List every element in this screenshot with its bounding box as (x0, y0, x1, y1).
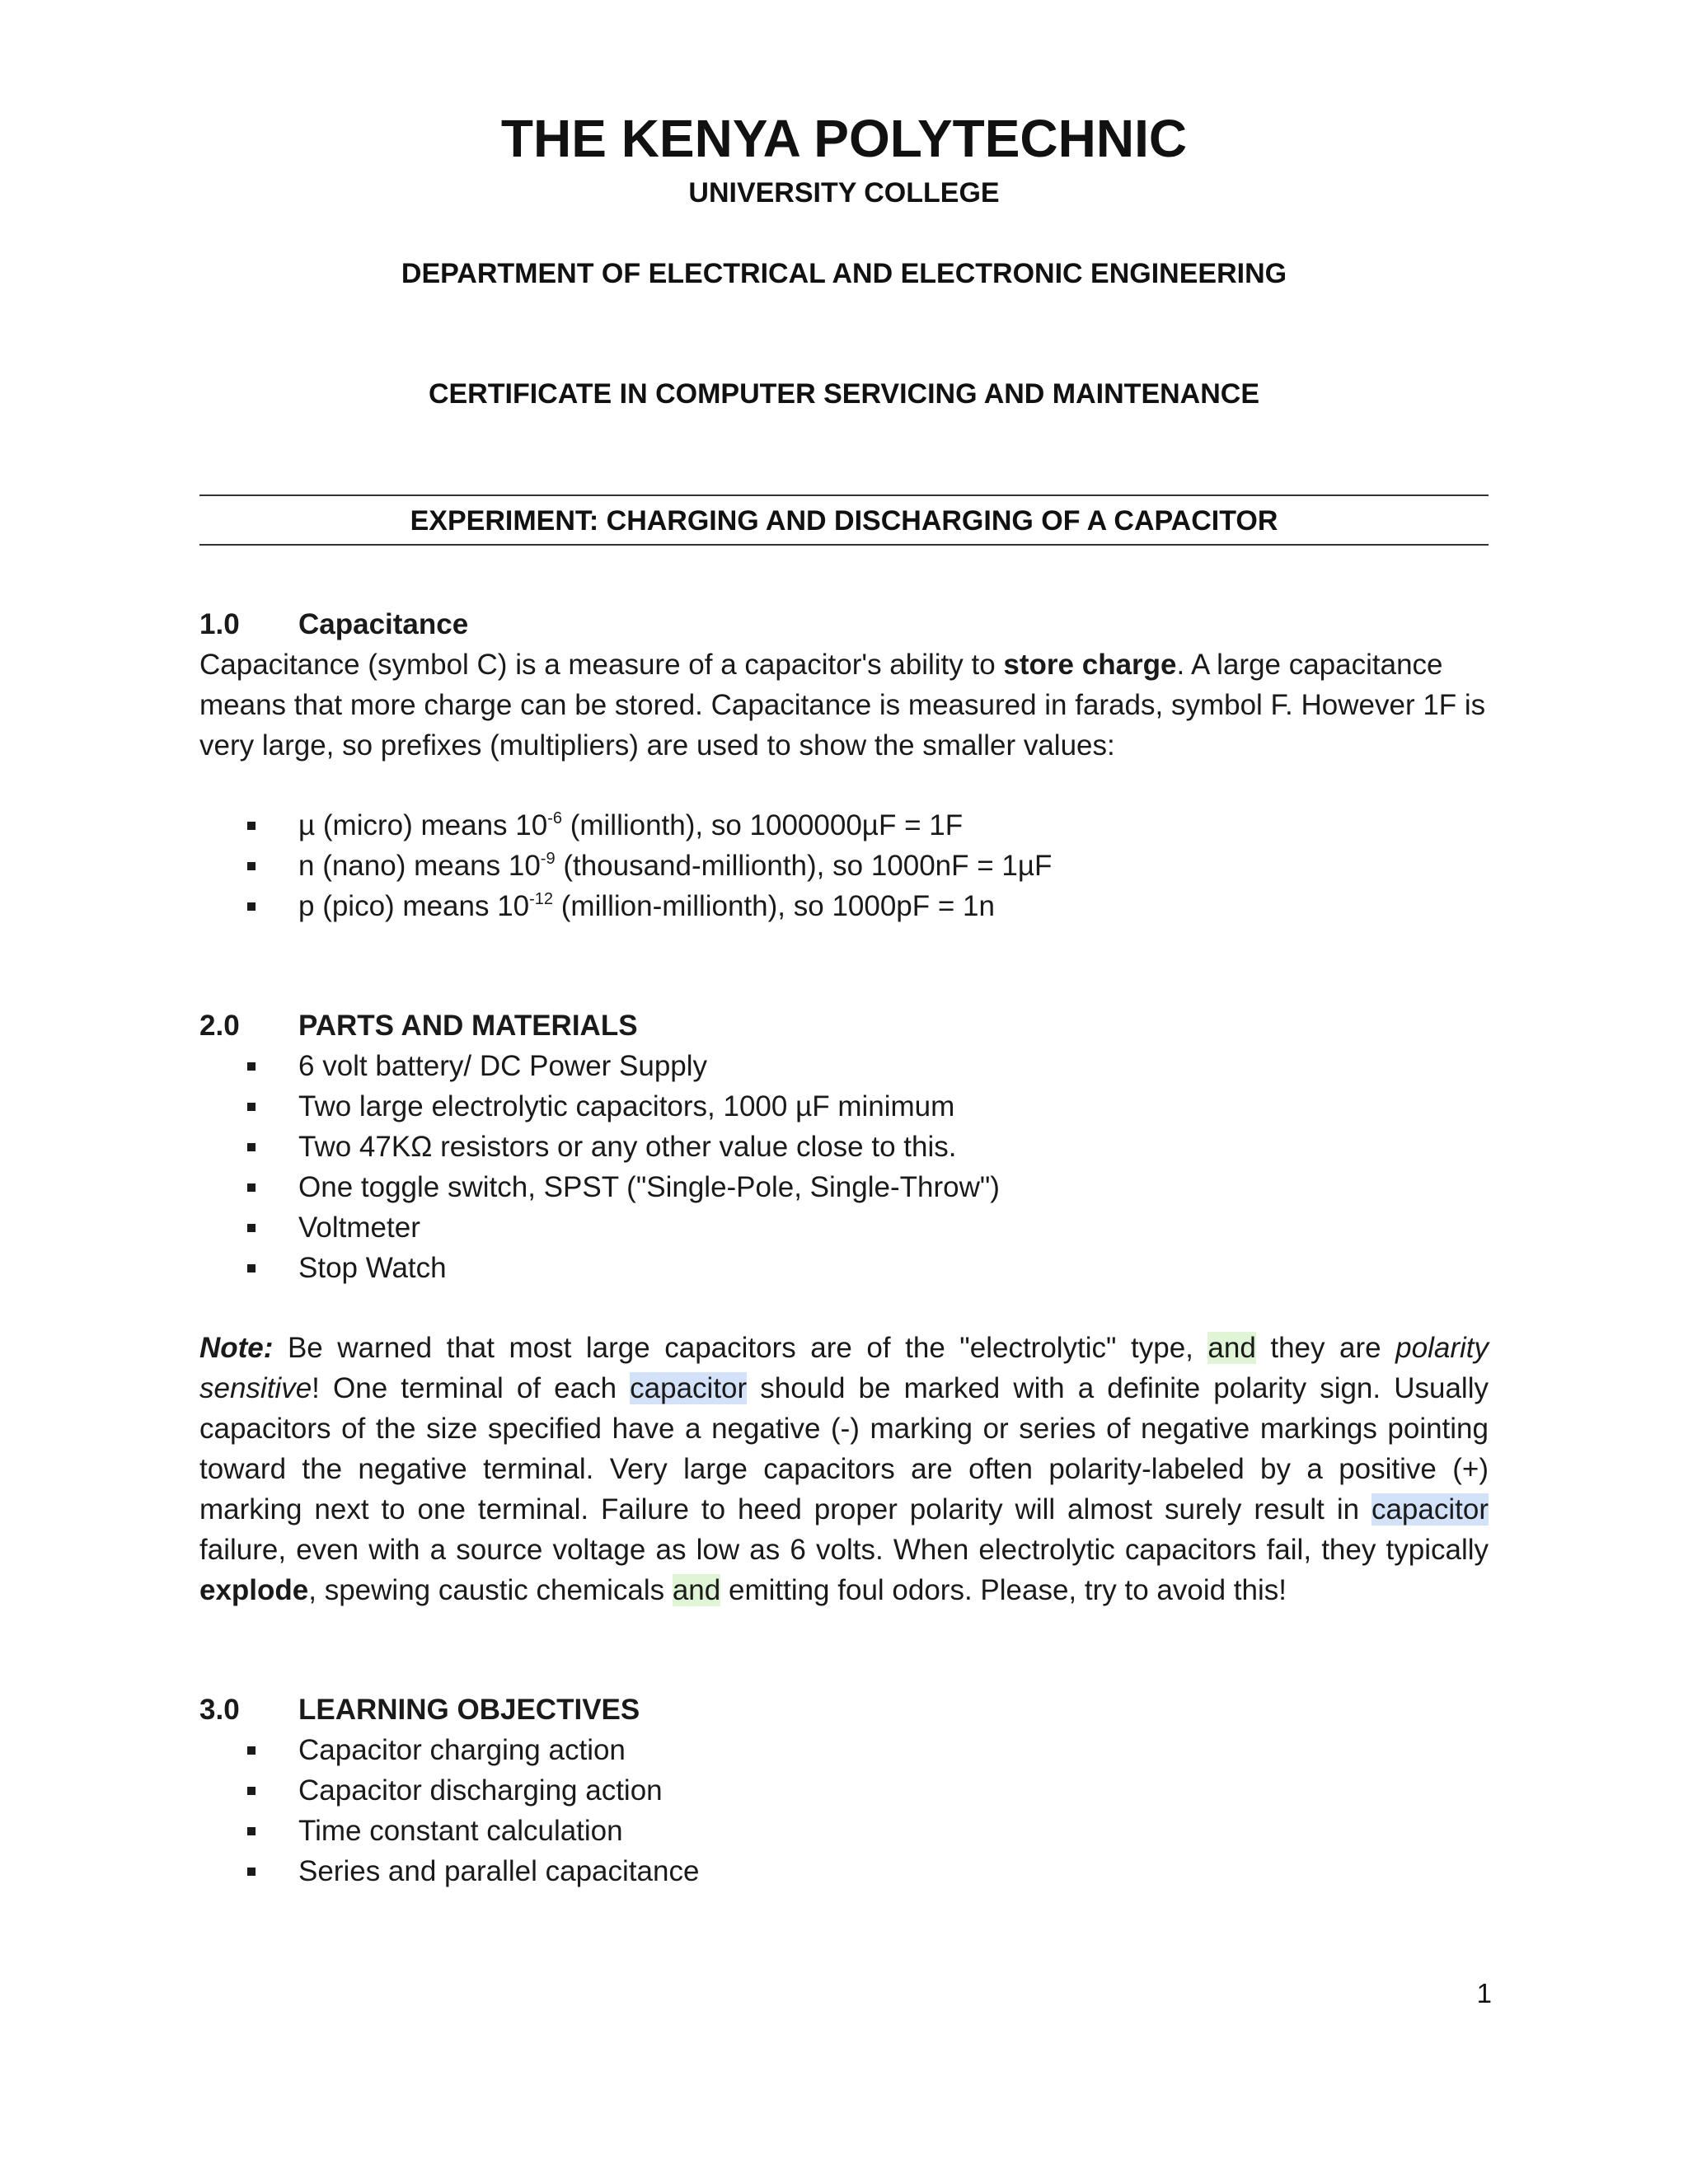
bullet-icon (247, 1868, 256, 1876)
list-item-text: One toggle switch, SPST ("Single-Pole, Single-Throw") (298, 1171, 1000, 1203)
institution-title: THE KENYA POLYTECHNIC (500, 109, 1188, 168)
prefix-list (247, 805, 1052, 926)
store-charge-bold: store charge (1003, 649, 1177, 681)
list-item (247, 1811, 699, 1851)
prefix-text: (millionth), so 1000000µF = 1F (561, 809, 964, 841)
list-item (247, 1127, 1000, 1167)
note-text: emitting foul odors. Please, try to avoid this! (720, 1574, 1287, 1606)
highlight-and: and (1207, 1332, 1256, 1364)
prefix-text: µ (micro) means 10 (298, 809, 548, 841)
section-2-title: PARTS AND MATERIALS (298, 1010, 638, 1042)
capacitance-text-1: Capacitance (symbol C) is a measure of a capacitor's ability to (199, 649, 1004, 681)
prefix-exponent: -12 (529, 890, 554, 908)
experiment-title-box (199, 494, 1489, 546)
college-subtitle: UNIVERSITY COLLEGE (688, 177, 1000, 209)
bullet-icon (247, 1103, 256, 1111)
bullet-icon (247, 1224, 256, 1232)
prefix-text: p (pico) means 10 (298, 890, 530, 922)
list-item (247, 1207, 1000, 1248)
section-2-number: 2.0 (199, 1010, 240, 1042)
section-3-number: 3.0 (199, 1694, 240, 1726)
highlight-capacitor: capacitor (1371, 1493, 1489, 1526)
course-heading: CERTIFICATE IN COMPUTER SERVICING AND MAINTENANCE (428, 378, 1260, 410)
note-label: Note: (199, 1332, 274, 1364)
list-item-text: Capacitor charging action (298, 1734, 626, 1766)
note-text: should be marked with a definite polarity sign. Usually capacitors of the size specified have a negative (-) marking or series of negative markings pointing toward the negative terminal. Very large capacitors are often polarity-labeled by a positive (+) marking next to one terminal. Failure to heed proper polarity will almost surely result in (199, 1372, 1489, 1526)
note-paragraph (199, 1328, 1489, 1610)
polarity-sensitive-italic: polarity sensitive (199, 1332, 1489, 1404)
list-item-text: Capacitor discharging action (298, 1774, 663, 1807)
section-2-heading (199, 1006, 638, 1046)
note-text: ! One terminal of each (312, 1372, 631, 1404)
list-item (247, 1770, 699, 1811)
list-item (247, 1248, 1000, 1288)
section-1-title: Capacitance (298, 608, 469, 640)
section-1-number: 1.0 (199, 608, 240, 640)
prefix-text: (million-millionth), so 1000pF = 1n (553, 890, 995, 922)
list-item (247, 1167, 1000, 1207)
bullet-icon (247, 1746, 256, 1755)
section-3-title: LEARNING OBJECTIVES (298, 1694, 640, 1726)
list-item-text: Voltmeter (298, 1212, 420, 1244)
list-item (247, 846, 1052, 886)
note-text: , spewing caustic chemicals (308, 1574, 673, 1606)
prefix-exponent: -9 (540, 850, 556, 868)
prefix-text: n (nano) means 10 (298, 850, 541, 882)
list-item-text: 6 volt battery/ DC Power Supply (298, 1050, 708, 1082)
objectives-list (247, 1730, 699, 1891)
list-item-text: Series and parallel capacitance (298, 1855, 700, 1887)
section-3-heading (199, 1690, 640, 1730)
bullet-icon (247, 902, 256, 911)
list-item-text: Time constant calculation (298, 1815, 623, 1847)
section-1-heading (199, 605, 468, 644)
department-heading: DEPARTMENT OF ELECTRICAL AND ELECTRONIC ENGINEERING (401, 258, 1287, 289)
list-item (247, 1046, 1000, 1086)
list-item (247, 805, 1052, 846)
note-text: they are (1255, 1332, 1396, 1364)
bullet-icon (247, 1264, 256, 1272)
capacitance-paragraph (199, 644, 1489, 766)
bullet-icon (247, 1062, 256, 1071)
page-number: 1 (1476, 1978, 1492, 2008)
note-text: failure, even with a source voltage as low as 6 volts. When electrolytic capacitors fail, they typically (199, 1534, 1489, 1566)
bullet-icon (247, 1183, 256, 1192)
highlight-and: and (672, 1574, 721, 1606)
bullet-icon (247, 862, 256, 870)
list-item (247, 1851, 699, 1891)
list-item-text: Two large electrolytic capacitors, 1000 µF minimum (298, 1090, 955, 1122)
prefix-exponent: -6 (547, 809, 562, 827)
explode-bold: explode (199, 1574, 309, 1606)
bullet-icon (247, 1143, 256, 1151)
bullet-icon (247, 822, 256, 830)
highlight-capacitor: capacitor (630, 1372, 748, 1404)
prefix-text: (thousand-millionth), so 1000nF = 1µF (555, 850, 1053, 882)
capacitance-text-2: . A large capacitance means that more charge can be stored. Capacitance is measured in farads, symbol F. However 1F is very large, so prefixes (multipliers) are used to show the smaller values: (199, 649, 1486, 762)
list-item (247, 886, 1052, 926)
experiment-title: EXPERIMENT: CHARGING AND DISCHARGING OF A CAPACITOR (410, 505, 1278, 537)
note-text: Be warned that most large capacitors are of the "electrolytic" type, (273, 1332, 1208, 1364)
list-item-text: Two 47KΩ resistors or any other value close to this. (298, 1131, 957, 1163)
list-item-text: Stop Watch (298, 1252, 447, 1284)
bullet-icon (247, 1787, 256, 1795)
parts-list (247, 1046, 1000, 1288)
list-item (247, 1730, 699, 1770)
list-item (247, 1086, 1000, 1127)
bullet-icon (247, 1827, 256, 1835)
